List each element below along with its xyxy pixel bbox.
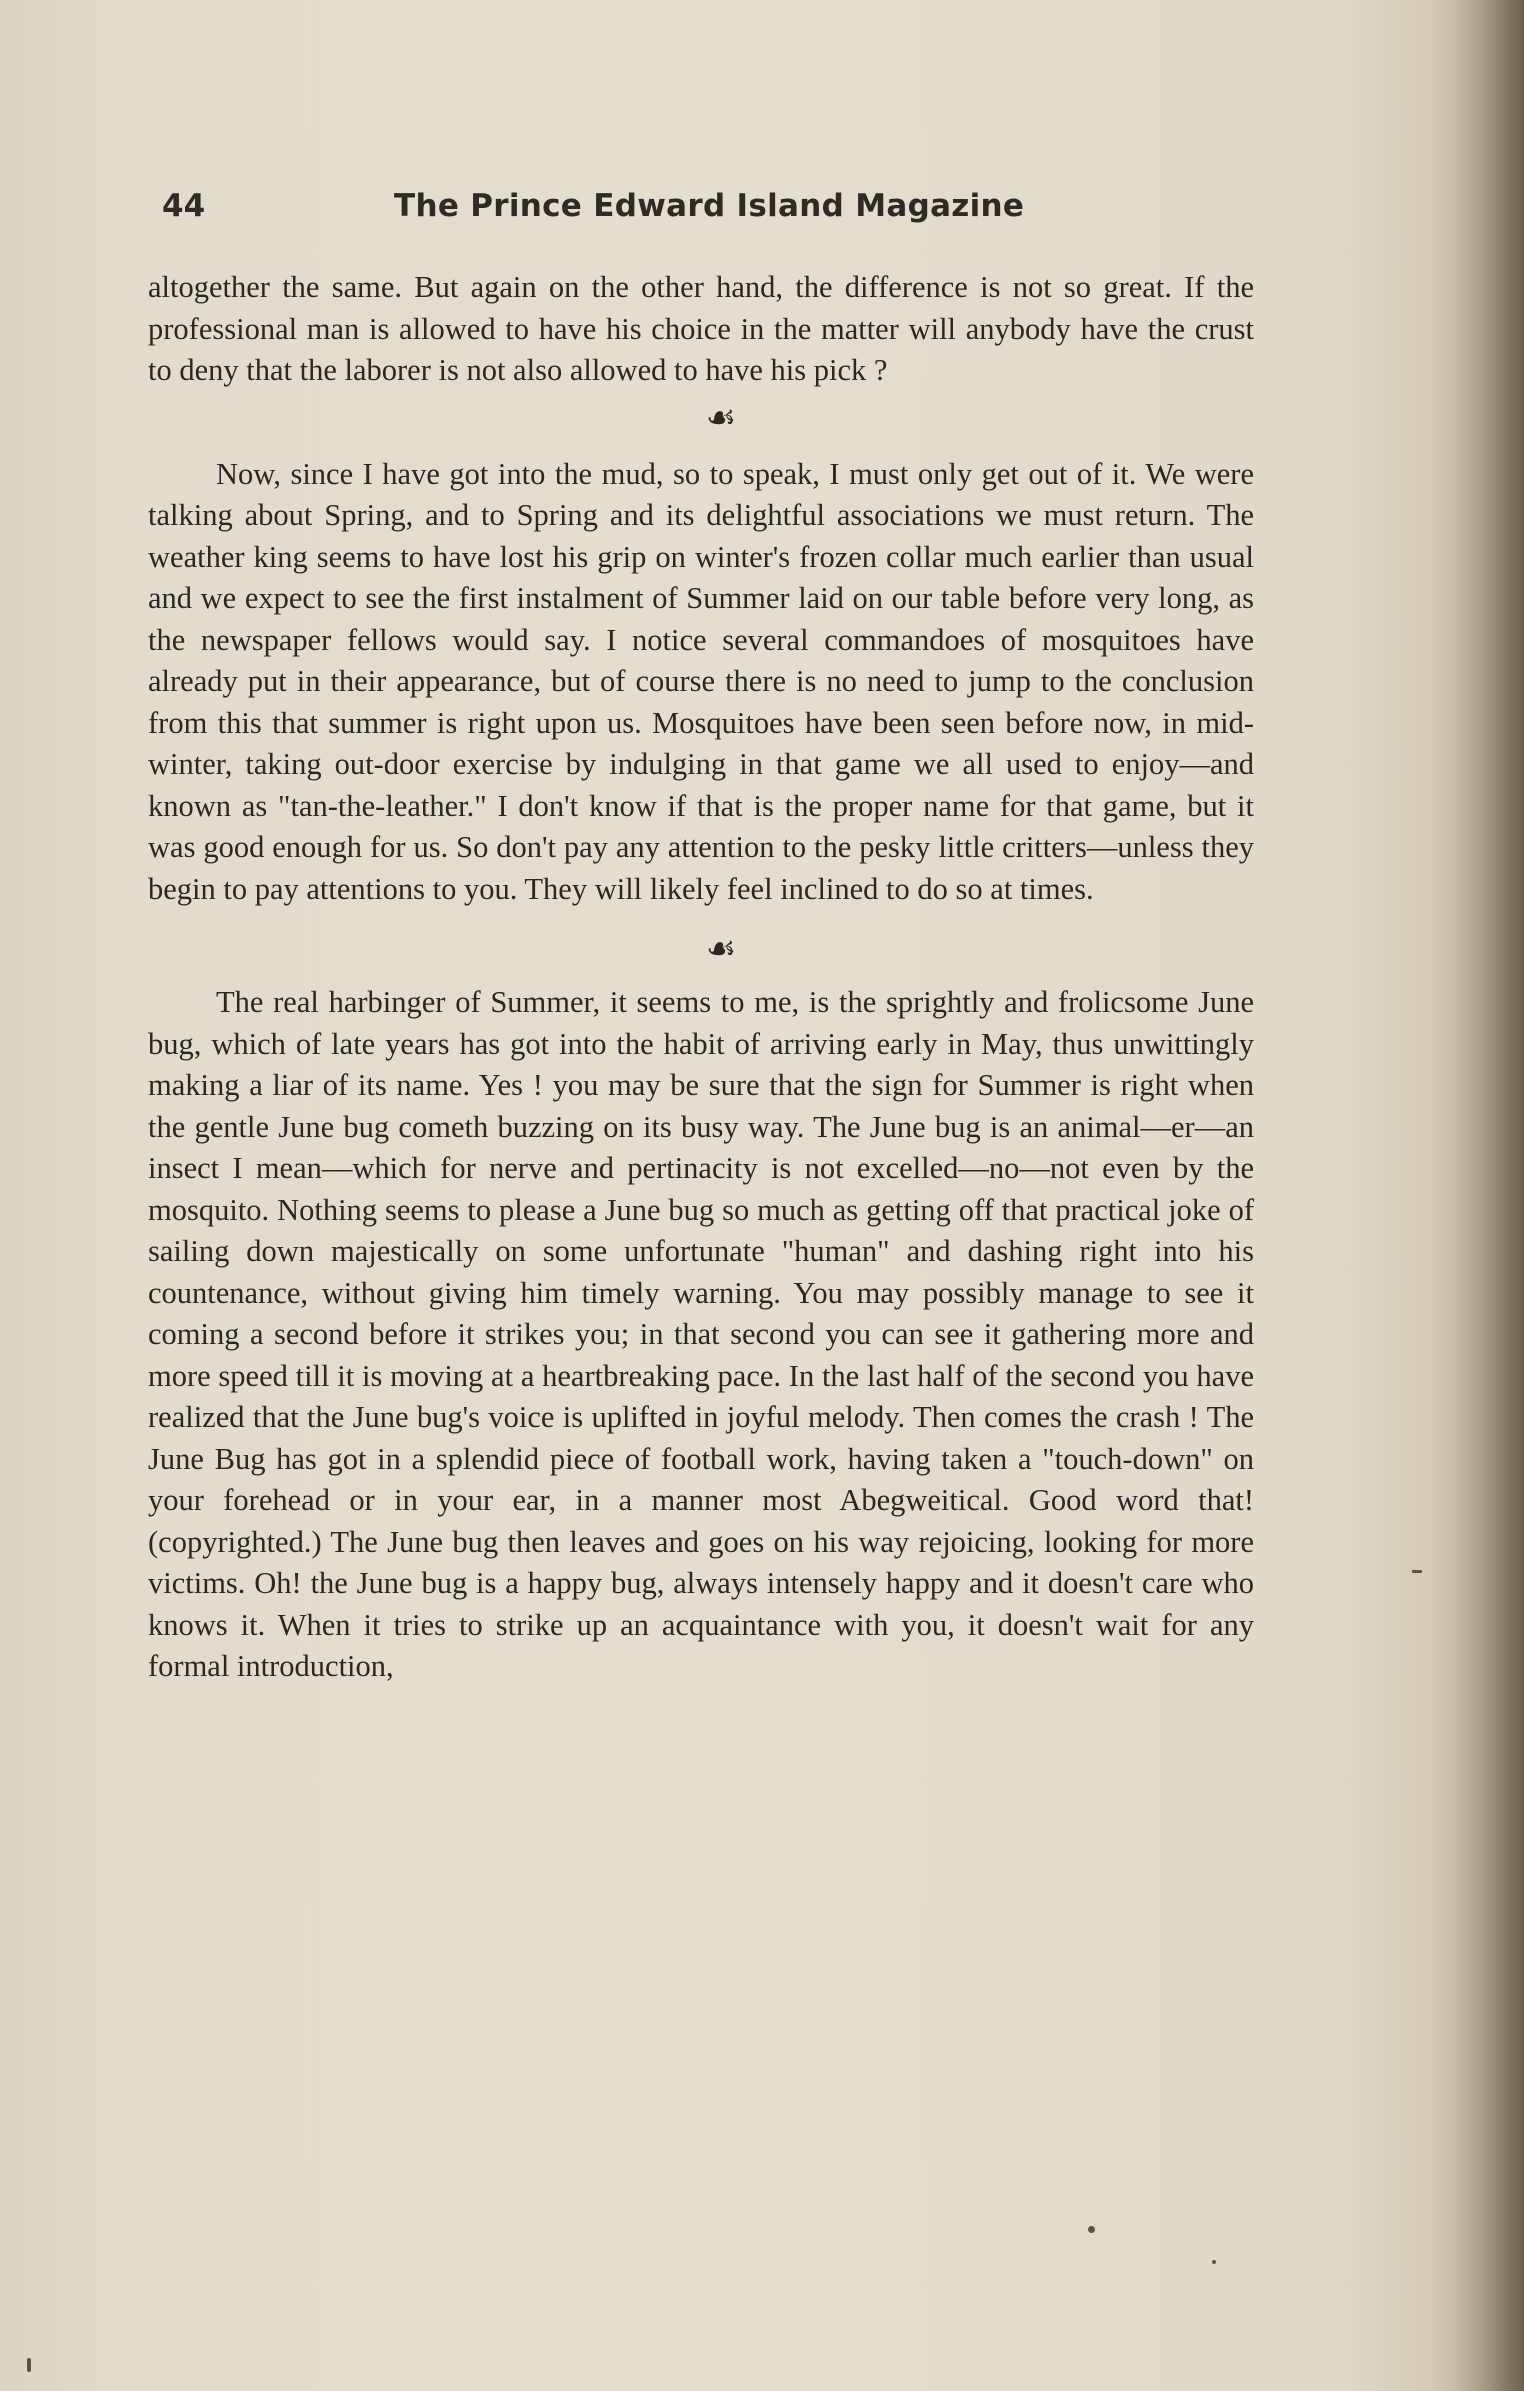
paragraph-3: The real harbinger of Summer, it seems to me, is the sprightly and frolicsome June bug, which of late years has got into the habit of arriving early in May, thus unwittingly making a liar of its name. Yes ! you may be sure that the sign for Summer is right when the gentle June bug cometh buzzing on its busy way. The June bug is an animal—er—an insect I mean—which for nerve and pertinacity is not excelled—no—not even by the mosquito. Nothing seems to please a June bug so much as getting off that practical joke of sailing down majestically on some unfortunate "human" and dashing right into his countenance, without giving him timely warning. You may possibly manage to see it coming a second before it strikes you; in that second you can see it gathering more and more speed till it is moving at a heartbreaking pace. In the last half of the second you have realized that the June bug's voice is uplifted in joyful melody. Then comes the crash ! The June Bug has got in a splendid piece of football work, having taken a "touch-down" on your forehead or in your ear, in a manner most Abegweitical. Good word that! (copyrighted.) The June bug then leaves and goes on his way rejoicing, looking for more victims. Oh! the June bug is a happy bug, always intensely happy and it doesn't care who knows it. When it tries to strike up an acquaintance with you, it doesn't wait for any formal introduction, [148, 985, 1254, 1683]
article-body [148, 267, 1254, 1688]
section-ornament-2: ☙ [705, 931, 737, 968]
paper-speck [27, 2358, 31, 2372]
page-number: 44 [162, 188, 206, 224]
paper-speck [1088, 2226, 1095, 2233]
paragraph-2: Now, since I have got into the mud, so to speak, I must only get out of it. We were talking about Spring, and to Spring and its delightful associations we must return. The weather king seems to have lost his grip on winter's frozen collar much earlier than usual and we expect to see the first instalment of Summer laid on our table before very long, as the newspaper fellows would say. I notice several commandoes of mosquitoes have already put in their appearance, but of course there is no need to jump to the conclusion from this that summer is right upon us. Mosquitoes have been seen before now, in mid-winter, taking out-door exercise by indulging in that game we all used to enjoy—and known as "tan-the-leather." I don't know if that is the proper name for that game, but it was good enough for us. So don't pay any attention to the pesky little critters—unless they begin to pay attentions to you. They will likely feel inclined to do so at times. [148, 456, 1254, 906]
paper-speck [1412, 1570, 1422, 1573]
running-title: The Prince Edward Island Magazine [394, 188, 1025, 224]
page-edge-shadow [1454, 0, 1524, 2391]
paragraph-1: altogether the same. But again on the other hand, the difference is not so great. If the professional man is allowed to have his choice in the matter will anybody have the crust to deny that the laborer is not also allowed to have his pick ? [148, 270, 1254, 387]
page-header [162, 188, 1062, 238]
paper-speck [1212, 2260, 1216, 2264]
section-ornament-1: ☙ [705, 399, 737, 437]
